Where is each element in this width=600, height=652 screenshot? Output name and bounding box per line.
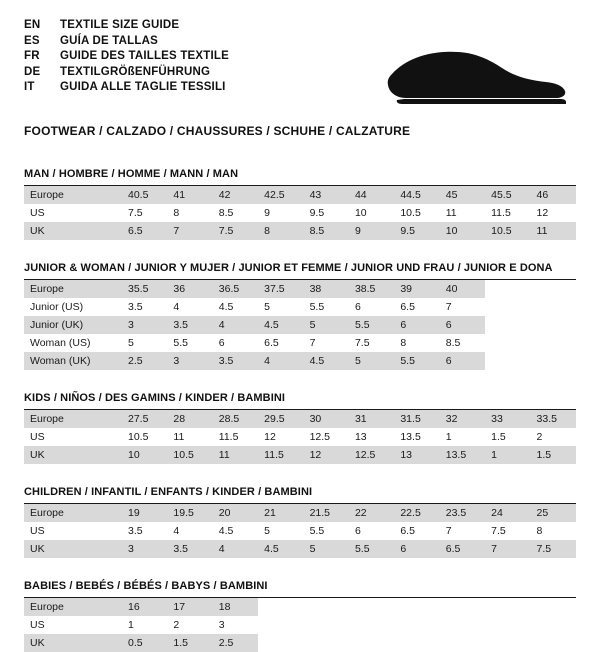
size-cell: 20 (213, 504, 258, 522)
size-cell: 4 (258, 352, 303, 370)
size-cell: 10 (354, 207, 367, 219)
table-row (24, 298, 576, 316)
size-section (24, 392, 576, 464)
size-cell: 1 (485, 446, 530, 464)
size-cell: 43 (304, 186, 349, 204)
section-title: JUNIOR & WOMAN / JUNIOR Y MUJER / JUNIOR ET FEMME / JUNIOR UND FRAU / JUNIOR E DONA (24, 262, 576, 280)
size-cell: 6 (354, 301, 361, 313)
size-cell: 6.5 (400, 301, 415, 313)
row-label: Woman (US) (30, 337, 91, 349)
size-cell (485, 334, 530, 352)
size-cell: 17 (167, 598, 212, 616)
size-cell: 11 (531, 222, 576, 240)
size-cell: 32 (440, 410, 485, 428)
size-cell: 23.5 (440, 504, 485, 522)
size-cell: 10.5 (400, 207, 421, 219)
row-label: Junior (US) (30, 301, 84, 313)
size-cell: 5.5 (309, 301, 325, 313)
size-cell: 10.5 (128, 431, 149, 443)
size-cell: 3.5 (128, 525, 143, 537)
language-title: TEXTILGRÖßENFÜHRUNG (60, 65, 211, 78)
row-label: US (30, 431, 45, 443)
table-row (24, 540, 576, 558)
size-cell: 6 (394, 316, 439, 334)
size-cell (485, 616, 530, 634)
size-cell: 28.5 (213, 410, 258, 428)
language-row (24, 18, 576, 34)
size-cell: 13 (394, 446, 439, 464)
size-cell: 8 (400, 337, 407, 349)
size-cell: 40 (440, 280, 485, 298)
table-row (24, 522, 576, 540)
size-cell: 25 (531, 504, 576, 522)
size-cell: 11 (213, 446, 258, 464)
row-label: UK (24, 222, 122, 240)
size-cell: 31 (349, 410, 394, 428)
size-cell: 45.5 (485, 186, 530, 204)
size-cell: 1 (128, 619, 134, 631)
size-cell: 12.5 (349, 446, 394, 464)
size-cell: 3.5 (128, 301, 143, 313)
table-row (24, 634, 576, 652)
size-cell: 10 (122, 446, 167, 464)
size-table (24, 186, 576, 240)
size-cell: 33.5 (531, 410, 576, 428)
size-cell: 8.5 (445, 337, 461, 349)
size-cell (304, 616, 349, 634)
size-cell: 35.5 (122, 280, 167, 298)
language-code: FR (24, 50, 40, 62)
size-cell (531, 280, 576, 298)
size-cell: 19 (122, 504, 167, 522)
size-cell: 5 (304, 540, 349, 558)
row-label: Europe (24, 410, 122, 428)
size-table (24, 410, 576, 464)
table-row (24, 222, 576, 240)
size-cell (394, 616, 439, 634)
size-cell: 41 (167, 186, 212, 204)
language-title: GUÍA DE TALLAS (60, 34, 158, 47)
table-row (24, 352, 576, 370)
table-row (24, 280, 576, 298)
size-cell (440, 598, 485, 616)
size-table (24, 504, 576, 558)
size-cell: 8.5 (218, 207, 234, 219)
size-cell (394, 634, 439, 652)
size-section (24, 580, 576, 652)
size-cell: 40.5 (122, 186, 167, 204)
size-cell: 44 (349, 186, 394, 204)
size-cell: 9.5 (309, 207, 325, 219)
size-cell: 29.5 (258, 410, 303, 428)
table-row (24, 410, 576, 428)
size-cell: 3.5 (213, 352, 258, 370)
size-cell: 28 (167, 410, 212, 428)
section-title: BABIES / BEBÉS / BÉBÉS / BABYS / BAMBINI (24, 580, 576, 598)
row-label: Junior (UK) (24, 316, 122, 334)
size-cell (258, 634, 303, 652)
size-cell: 5.5 (173, 337, 188, 349)
language-code: ES (24, 34, 40, 47)
row-label: US (30, 619, 45, 631)
table-row (24, 204, 576, 222)
size-cell: 16 (122, 598, 167, 616)
size-cell (531, 298, 576, 316)
row-label: US (30, 525, 45, 537)
size-cell: 5 (349, 352, 394, 370)
size-cell: 44.5 (394, 186, 439, 204)
size-cell: 4 (213, 316, 258, 334)
size-cell: 4.5 (304, 352, 349, 370)
size-cell: 12 (536, 207, 549, 219)
language-title: TEXTILE SIZE GUIDE (60, 19, 180, 31)
row-label: UK (24, 634, 122, 652)
size-cell: 7 (485, 540, 530, 558)
size-cell: 4 (213, 540, 258, 558)
size-cell: 5 (128, 337, 134, 349)
row-label: US (30, 207, 45, 219)
size-cell (304, 598, 349, 616)
size-section (24, 262, 576, 370)
size-cell (485, 316, 530, 334)
size-cell: 10.5 (167, 446, 212, 464)
language-code: DE (24, 65, 41, 78)
size-cell: 0.5 (122, 634, 167, 652)
size-cell: 6.5 (122, 222, 167, 240)
size-cell: 7 (309, 337, 316, 349)
size-cell: 19.5 (167, 504, 212, 522)
size-cell: 18 (213, 598, 258, 616)
size-cell: 2 (173, 619, 180, 631)
size-cell: 11 (445, 207, 457, 219)
size-cell: 6 (394, 540, 439, 558)
size-cell: 36 (167, 280, 212, 298)
size-cell: 6 (440, 352, 485, 370)
size-cell: 9 (264, 207, 271, 219)
size-cell (440, 634, 485, 652)
size-cell: 6.5 (400, 525, 415, 537)
size-table (24, 598, 576, 652)
size-section (24, 486, 576, 558)
size-cell: 38.5 (349, 280, 394, 298)
size-cell: 1 (445, 431, 452, 443)
size-cell: 42.5 (258, 186, 303, 204)
size-cell: 21 (258, 504, 303, 522)
size-cell: 5.5 (349, 540, 394, 558)
size-cell (258, 616, 303, 634)
table-row (24, 616, 576, 634)
size-cell: 5 (264, 301, 271, 313)
size-cell: 8 (536, 525, 543, 537)
size-cell: 4.5 (258, 316, 303, 334)
size-cell: 4 (173, 525, 180, 537)
size-cell (485, 352, 530, 370)
section-title: KIDS / NIÑOS / DES GAMINS / KINDER / BAMBINI (24, 392, 576, 410)
size-cell: 5.5 (394, 352, 439, 370)
size-cell: 22 (349, 504, 394, 522)
size-section (24, 168, 576, 240)
size-cell: 3.5 (167, 316, 212, 334)
language-code: EN (24, 19, 41, 31)
size-cell: 3 (122, 540, 167, 558)
table-row (24, 428, 576, 446)
dress-shoe-icon (380, 44, 570, 108)
size-cell: 4.5 (218, 525, 234, 537)
row-label: Europe (24, 280, 122, 298)
language-title: GUIDE DES TAILLES TEXTILE (60, 50, 229, 62)
size-cell: 6 (354, 525, 361, 537)
size-cell: 7.5 (128, 207, 143, 219)
row-label: UK (24, 446, 122, 464)
size-cell (258, 598, 303, 616)
row-label: Woman (UK) (24, 352, 122, 370)
size-cell (531, 352, 576, 370)
size-cell: 12 (264, 431, 276, 443)
size-cell (531, 598, 576, 616)
size-cell: 45 (440, 186, 485, 204)
size-cell (440, 616, 485, 634)
size-cell (485, 280, 530, 298)
row-label: Europe (24, 186, 122, 204)
size-cell: 10.5 (485, 222, 530, 240)
table-row (24, 316, 576, 334)
size-cell: 3 (122, 316, 167, 334)
table-row (24, 334, 576, 352)
size-cell: 1.5 (531, 446, 576, 464)
size-cell (531, 634, 576, 652)
size-cell: 6 (440, 316, 485, 334)
size-cell: 9.5 (394, 222, 439, 240)
size-sections (24, 168, 576, 652)
size-cell: 7.5 (354, 337, 370, 349)
size-cell: 3 (218, 619, 225, 631)
size-cell: 22.5 (394, 504, 439, 522)
size-cell: 7 (445, 301, 452, 313)
size-cell: 6.5 (440, 540, 485, 558)
size-cell (485, 598, 530, 616)
size-cell: 7.5 (491, 525, 506, 537)
size-cell: 33 (485, 410, 530, 428)
size-cell (394, 598, 439, 616)
table-row (24, 186, 576, 204)
section-title: CHILDREN / INFANTIL / ENFANTS / KINDER / BAMBINI (24, 486, 576, 504)
row-label: UK (24, 540, 122, 558)
size-cell: 24 (485, 504, 530, 522)
size-cell: 4.5 (218, 301, 234, 313)
size-cell: 5.5 (309, 525, 325, 537)
size-cell: 4.5 (258, 540, 303, 558)
size-cell (531, 316, 576, 334)
size-cell: 7 (167, 222, 212, 240)
size-cell (349, 598, 394, 616)
size-cell: 36.5 (213, 280, 258, 298)
size-cell: 7.5 (531, 540, 576, 558)
size-cell: 38 (304, 280, 349, 298)
size-cell: 7.5 (213, 222, 258, 240)
size-cell (349, 634, 394, 652)
size-cell: 13 (354, 431, 367, 443)
footwear-category-title: FOOTWEAR / CALZADO / CHAUSSURES / SCHUHE / CALZATURE (24, 124, 411, 138)
size-cell: 1.5 (491, 431, 506, 443)
size-cell: 37.5 (258, 280, 303, 298)
size-cell: 8 (173, 207, 180, 219)
size-cell: 5 (264, 525, 271, 537)
size-cell (531, 616, 576, 634)
size-cell: 9 (349, 222, 394, 240)
size-cell: 1.5 (167, 634, 212, 652)
size-cell: 5.5 (349, 316, 394, 334)
size-table (24, 280, 576, 370)
size-cell: 31.5 (394, 410, 439, 428)
size-cell: 11.5 (218, 431, 239, 443)
size-cell: 13.5 (400, 431, 421, 443)
size-cell: 27.5 (122, 410, 167, 428)
size-cell: 39 (394, 280, 439, 298)
size-cell: 12 (304, 446, 349, 464)
size-cell: 2.5 (122, 352, 167, 370)
row-label: Europe (24, 504, 122, 522)
size-cell: 13.5 (440, 446, 485, 464)
size-cell: 2 (536, 431, 543, 443)
size-cell (349, 616, 394, 634)
size-cell: 21.5 (304, 504, 349, 522)
language-title: GUIDA ALLE TAGLIE TESSILI (60, 81, 226, 93)
row-label: Europe (24, 598, 122, 616)
size-cell: 6 (218, 337, 225, 349)
size-cell: 11.5 (491, 207, 511, 219)
size-cell: 3 (167, 352, 212, 370)
size-cell: 11 (173, 431, 185, 443)
size-cell: 46 (531, 186, 576, 204)
size-cell: 30 (304, 410, 349, 428)
section-title: MAN / HOMBRE / HOMME / MANN / MAN (24, 168, 576, 186)
size-cell: 5 (304, 316, 349, 334)
size-cell: 12.5 (309, 431, 330, 443)
size-cell: 10 (440, 222, 485, 240)
size-cell (485, 634, 530, 652)
document-header (24, 18, 576, 110)
size-cell: 11.5 (258, 446, 303, 464)
table-row (24, 504, 576, 522)
size-cell: 2.5 (213, 634, 258, 652)
size-cell: 6.5 (264, 337, 279, 349)
table-row (24, 598, 576, 616)
size-cell: 3.5 (167, 540, 212, 558)
size-cell (531, 334, 576, 352)
size-cell: 7 (445, 525, 452, 537)
language-code: IT (24, 81, 35, 93)
table-row (24, 446, 576, 464)
size-cell (304, 634, 349, 652)
size-cell (485, 298, 530, 316)
size-cell: 8.5 (304, 222, 349, 240)
size-cell: 42 (213, 186, 258, 204)
size-cell: 8 (258, 222, 303, 240)
size-cell: 4 (173, 301, 180, 313)
